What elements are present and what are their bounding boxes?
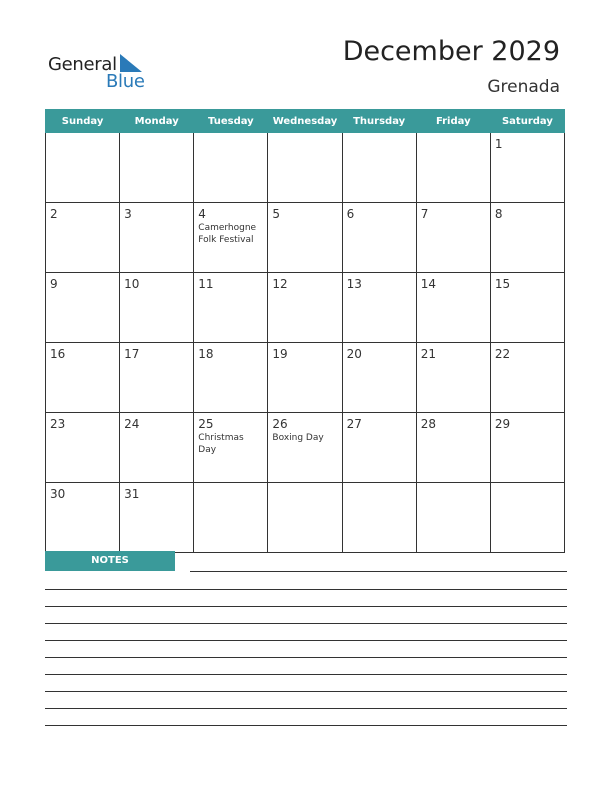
day-number: 19 xyxy=(272,347,288,361)
weekday-header: Saturday xyxy=(490,110,564,133)
day-number: 7 xyxy=(420,207,429,221)
notes-line xyxy=(45,606,567,607)
logo-triangle-icon xyxy=(120,54,142,72)
day-number: 16 xyxy=(50,347,66,361)
day-cell xyxy=(120,273,194,343)
day-number: 23 xyxy=(50,417,66,431)
day-number: 2 xyxy=(50,207,58,221)
day-number: 26 xyxy=(272,417,288,431)
notes-line xyxy=(45,640,567,641)
day-number: 1 xyxy=(494,137,503,151)
day-cell xyxy=(416,413,490,483)
day-number: 31 xyxy=(124,487,140,501)
notes-line xyxy=(45,708,567,709)
day-cell xyxy=(342,133,416,203)
day-number: 29 xyxy=(494,417,511,431)
day-number: 5 xyxy=(272,207,281,221)
weekday-header: Tuesday xyxy=(194,110,268,133)
calendar-week-row xyxy=(46,343,565,413)
day-cell xyxy=(490,343,564,413)
logo-text-blue: Blue xyxy=(106,71,145,92)
holiday-label: Christmas Day xyxy=(198,433,244,455)
day-cell xyxy=(46,273,120,343)
day-cell xyxy=(194,413,268,483)
day-cell xyxy=(268,203,342,273)
day-cell xyxy=(342,203,416,273)
day-number: 17 xyxy=(124,347,140,361)
notes-line xyxy=(45,623,567,624)
calendar-body xyxy=(46,133,565,553)
day-cell xyxy=(120,343,194,413)
day-cell xyxy=(46,203,120,273)
day-number: 9 xyxy=(50,277,58,291)
day-number: 22 xyxy=(494,347,511,361)
notes-line xyxy=(45,589,567,590)
day-cell xyxy=(490,413,564,483)
day-cell xyxy=(194,203,268,273)
day-number: 18 xyxy=(198,347,214,361)
day-cell xyxy=(490,133,564,203)
day-number: 25 xyxy=(198,417,214,431)
day-cell xyxy=(46,343,120,413)
calendar-week-row xyxy=(46,133,565,203)
day-cell xyxy=(268,343,342,413)
day-cell xyxy=(342,413,416,483)
day-number: 14 xyxy=(420,277,436,291)
day-cell xyxy=(194,273,268,343)
calendar-grid xyxy=(45,109,565,553)
notes-line xyxy=(45,725,567,726)
calendar-title: December 2029 xyxy=(342,36,560,67)
weekday-header: Sunday xyxy=(46,110,120,133)
weekday-header: Friday xyxy=(416,110,490,133)
weekday-header-row xyxy=(46,110,565,133)
logo-text-general: General xyxy=(48,54,117,75)
notes-line xyxy=(45,674,567,675)
notes-line xyxy=(45,657,567,658)
day-cell xyxy=(46,413,120,483)
notes-line xyxy=(45,691,567,692)
day-cell xyxy=(194,343,268,413)
day-number: 21 xyxy=(420,347,436,361)
day-number: 6 xyxy=(346,207,355,221)
calendar-week-row xyxy=(46,483,565,553)
day-cell xyxy=(194,133,268,203)
day-cell xyxy=(416,343,490,413)
day-number: 10 xyxy=(124,277,140,291)
day-number: 3 xyxy=(124,207,132,221)
weekday-header: Thursday xyxy=(342,110,416,133)
day-cell xyxy=(416,203,490,273)
day-number: 27 xyxy=(346,417,362,431)
notes-label: NOTES xyxy=(45,551,175,571)
day-cell xyxy=(490,483,564,553)
day-cell xyxy=(268,413,342,483)
day-cell xyxy=(490,273,564,343)
day-cell xyxy=(268,483,342,553)
day-number: 28 xyxy=(420,417,436,431)
day-cell xyxy=(342,273,416,343)
day-cell xyxy=(416,483,490,553)
day-cell xyxy=(46,483,120,553)
day-number: 15 xyxy=(494,277,511,291)
holiday-label: Camerhogne Folk Festival xyxy=(198,223,257,245)
day-cell xyxy=(120,203,194,273)
calendar-country: Grenada xyxy=(487,77,560,97)
day-number: 24 xyxy=(124,417,140,431)
day-cell xyxy=(194,483,268,553)
day-cell xyxy=(416,133,490,203)
weekday-header: Wednesday xyxy=(268,110,342,133)
weekday-header: Monday xyxy=(120,110,194,133)
day-cell xyxy=(120,483,194,553)
day-number: 20 xyxy=(346,347,362,361)
day-number: 30 xyxy=(50,487,66,501)
day-number: 11 xyxy=(198,277,214,291)
day-cell xyxy=(46,133,120,203)
day-number: 13 xyxy=(346,277,362,291)
calendar-week-row xyxy=(46,273,565,343)
calendar-week-row xyxy=(46,203,565,273)
day-cell xyxy=(120,133,194,203)
notes-line xyxy=(190,571,567,572)
day-number: 4 xyxy=(198,207,206,221)
day-cell xyxy=(268,133,342,203)
day-cell xyxy=(342,343,416,413)
day-number: 8 xyxy=(494,207,503,221)
day-number: 12 xyxy=(272,277,288,291)
generalblue-logo xyxy=(48,52,148,92)
holiday-label: Boxing Day xyxy=(272,433,324,443)
day-cell xyxy=(490,203,564,273)
day-cell xyxy=(416,273,490,343)
day-cell xyxy=(268,273,342,343)
day-cell xyxy=(120,413,194,483)
calendar-week-row xyxy=(46,413,565,483)
day-cell xyxy=(342,483,416,553)
